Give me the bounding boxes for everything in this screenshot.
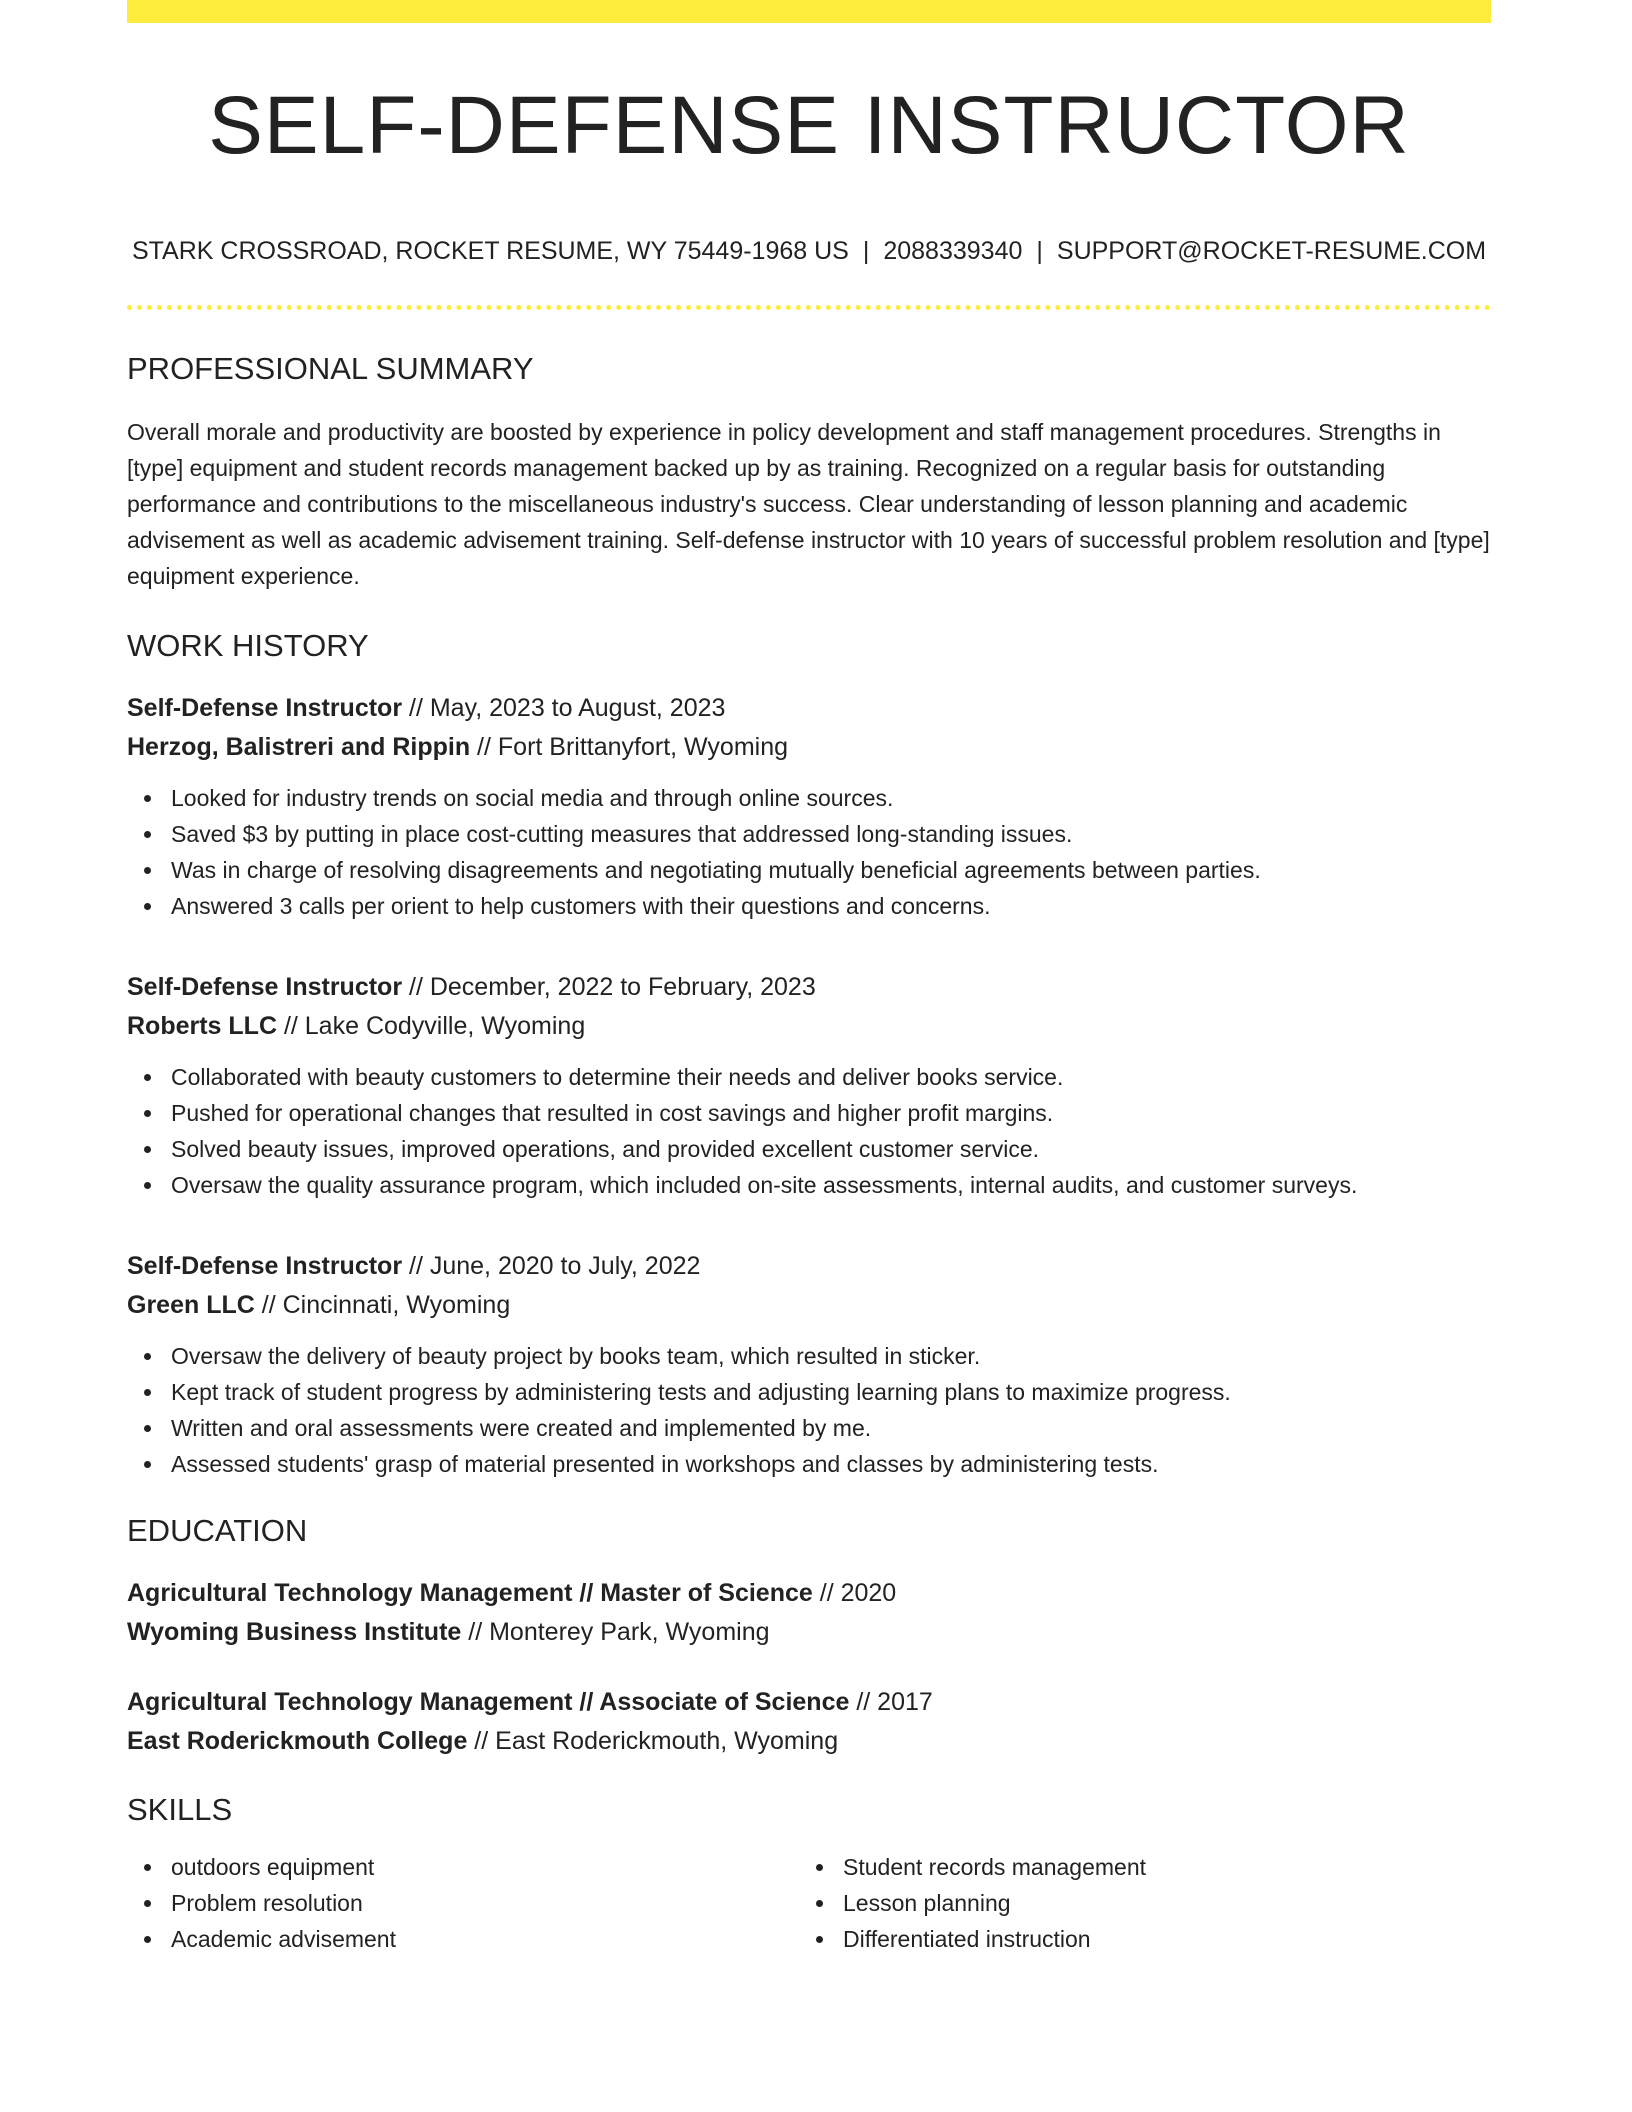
work-history-heading: WORK HISTORY (127, 628, 369, 663)
job-role: Self-Defense Instructor (127, 694, 403, 722)
skills-grid (127, 1849, 1491, 1957)
list-item: Pushed for operational changes that resulted in cost savings and higher profit margins. (127, 1095, 1491, 1131)
skills-heading: SKILLS (127, 1792, 233, 1827)
education-entry (127, 1683, 1491, 1761)
list-item: Assessed students' grasp of material presented in workshops and classes by administering tests. (127, 1446, 1491, 1482)
list-item: Collaborated with beauty customers to determine their needs and deliver books service. (127, 1059, 1491, 1095)
skill-item: Student records management (799, 1849, 1471, 1885)
list-item: Oversaw the quality assurance program, which included on-site assessments, internal audits, and customer surveys. (127, 1167, 1491, 1203)
contact-phone: 2088339340 (883, 237, 1023, 265)
skill-item: Differentiated instruction (799, 1921, 1471, 1957)
job-role: Self-Defense Instructor (127, 973, 403, 1001)
contact-address: STARK CROSSROAD, ROCKET RESUME, WY 75449-1968 US (131, 237, 849, 265)
list-item: Answered 3 calls per orient to help customers with their questions and concerns. (127, 888, 1491, 924)
contact-separator: | (1036, 237, 1043, 265)
contact-email: SUPPORT@ROCKET-RESUME.COM (1056, 237, 1487, 265)
school-line (127, 1722, 1491, 1761)
job-company-line (127, 1007, 1491, 1046)
job-company: Herzog, Balistreri and Rippin (127, 733, 471, 761)
school-location: // Monterey Park, Wyoming (461, 1618, 770, 1646)
job-entry (127, 1247, 1491, 1482)
job-bullets (127, 1059, 1491, 1203)
resume-page (127, 0, 1491, 1957)
dotted-divider (127, 305, 1491, 310)
job-company: Roberts LLC (127, 1012, 277, 1040)
job-dates: // May, 2023 to August, 2023 (402, 694, 726, 722)
summary-text: Overall morale and productivity are boosted by experience in policy development and staff management procedures. Strengths in [type] equipment and student records management backed up by as training. Recognized on a regular basis for outstanding performance and contributions to the miscellaneous industry's success. Clear understanding of lesson planning and academic advisement as well as academic advisement training. Self-defense instructor with 10 years of successful problem resolution and [type] equipment experience. (127, 419, 1490, 589)
job-entry (127, 689, 1491, 924)
degree-line (127, 1574, 1491, 1613)
graduation-year: // 2020 (812, 1579, 897, 1607)
graduation-year: // 2017 (849, 1688, 933, 1716)
degree: Agricultural Technology Management // Associate of Science (127, 1688, 850, 1716)
list-item: Saved $3 by putting in place cost-cutting measures that addressed long-standing issues. (127, 816, 1491, 852)
degree: Agricultural Technology Management // Master of Science (127, 1579, 813, 1607)
job-company-line (127, 728, 1491, 767)
candidate-name: SELF-DEFENSE INSTRUCTOR (208, 80, 1410, 171)
skill-item: Problem resolution (127, 1885, 799, 1921)
job-location: // Cincinnati, Wyoming (254, 1291, 511, 1319)
contact-separator: | (862, 237, 870, 265)
school-name: Wyoming Business Institute (127, 1618, 462, 1646)
skill-item: Academic advisement (127, 1921, 799, 1957)
job-location: // Fort Brittanyfort, Wyoming (470, 733, 789, 761)
job-location: // Lake Codyville, Wyoming (277, 1012, 586, 1040)
list-item: Oversaw the delivery of beauty project by books team, which resulted in sticker. (127, 1338, 1491, 1374)
school-name: East Roderickmouth College (127, 1727, 468, 1755)
list-item: Was in charge of resolving disagreements and negotiating mutually beneficial agreements between parties. (127, 852, 1491, 888)
degree-line (127, 1683, 1491, 1722)
skill-item: Lesson planning (799, 1885, 1471, 1921)
summary-heading: PROFESSIONAL SUMMARY (127, 351, 534, 386)
skills-list (799, 1849, 1471, 1957)
job-bullets (127, 1338, 1491, 1482)
list-item: Kept track of student progress by administering tests and adjusting learning plans to maximize progress. (127, 1374, 1491, 1410)
job-title-line (127, 689, 1491, 728)
skills-column-left (127, 1849, 799, 1957)
top-accent-bar (127, 0, 1491, 23)
job-bullets (127, 780, 1491, 924)
skills-list (127, 1849, 799, 1957)
job-title-line (127, 968, 1491, 1007)
school-line (127, 1613, 1491, 1652)
school-location: // East Roderickmouth, Wyoming (467, 1727, 839, 1755)
job-dates: // December, 2022 to February, 2023 (402, 973, 816, 1001)
contact-line (127, 239, 1491, 264)
job-entry (127, 968, 1491, 1203)
job-company: Green LLC (127, 1291, 255, 1319)
education-entry (127, 1574, 1491, 1652)
job-company-line (127, 1286, 1491, 1325)
list-item: Written and oral assessments were created and implemented by me. (127, 1410, 1491, 1446)
list-item: Solved beauty issues, improved operations, and provided excellent customer service. (127, 1131, 1491, 1167)
list-item: Looked for industry trends on social media and through online sources. (127, 780, 1491, 816)
job-role: Self-Defense Instructor (127, 1252, 403, 1280)
job-title-line (127, 1247, 1491, 1286)
skills-column-right (799, 1849, 1471, 1957)
job-dates: // June, 2020 to July, 2022 (402, 1252, 701, 1280)
skill-item: outdoors equipment (127, 1849, 799, 1885)
education-heading: EDUCATION (127, 1513, 308, 1548)
